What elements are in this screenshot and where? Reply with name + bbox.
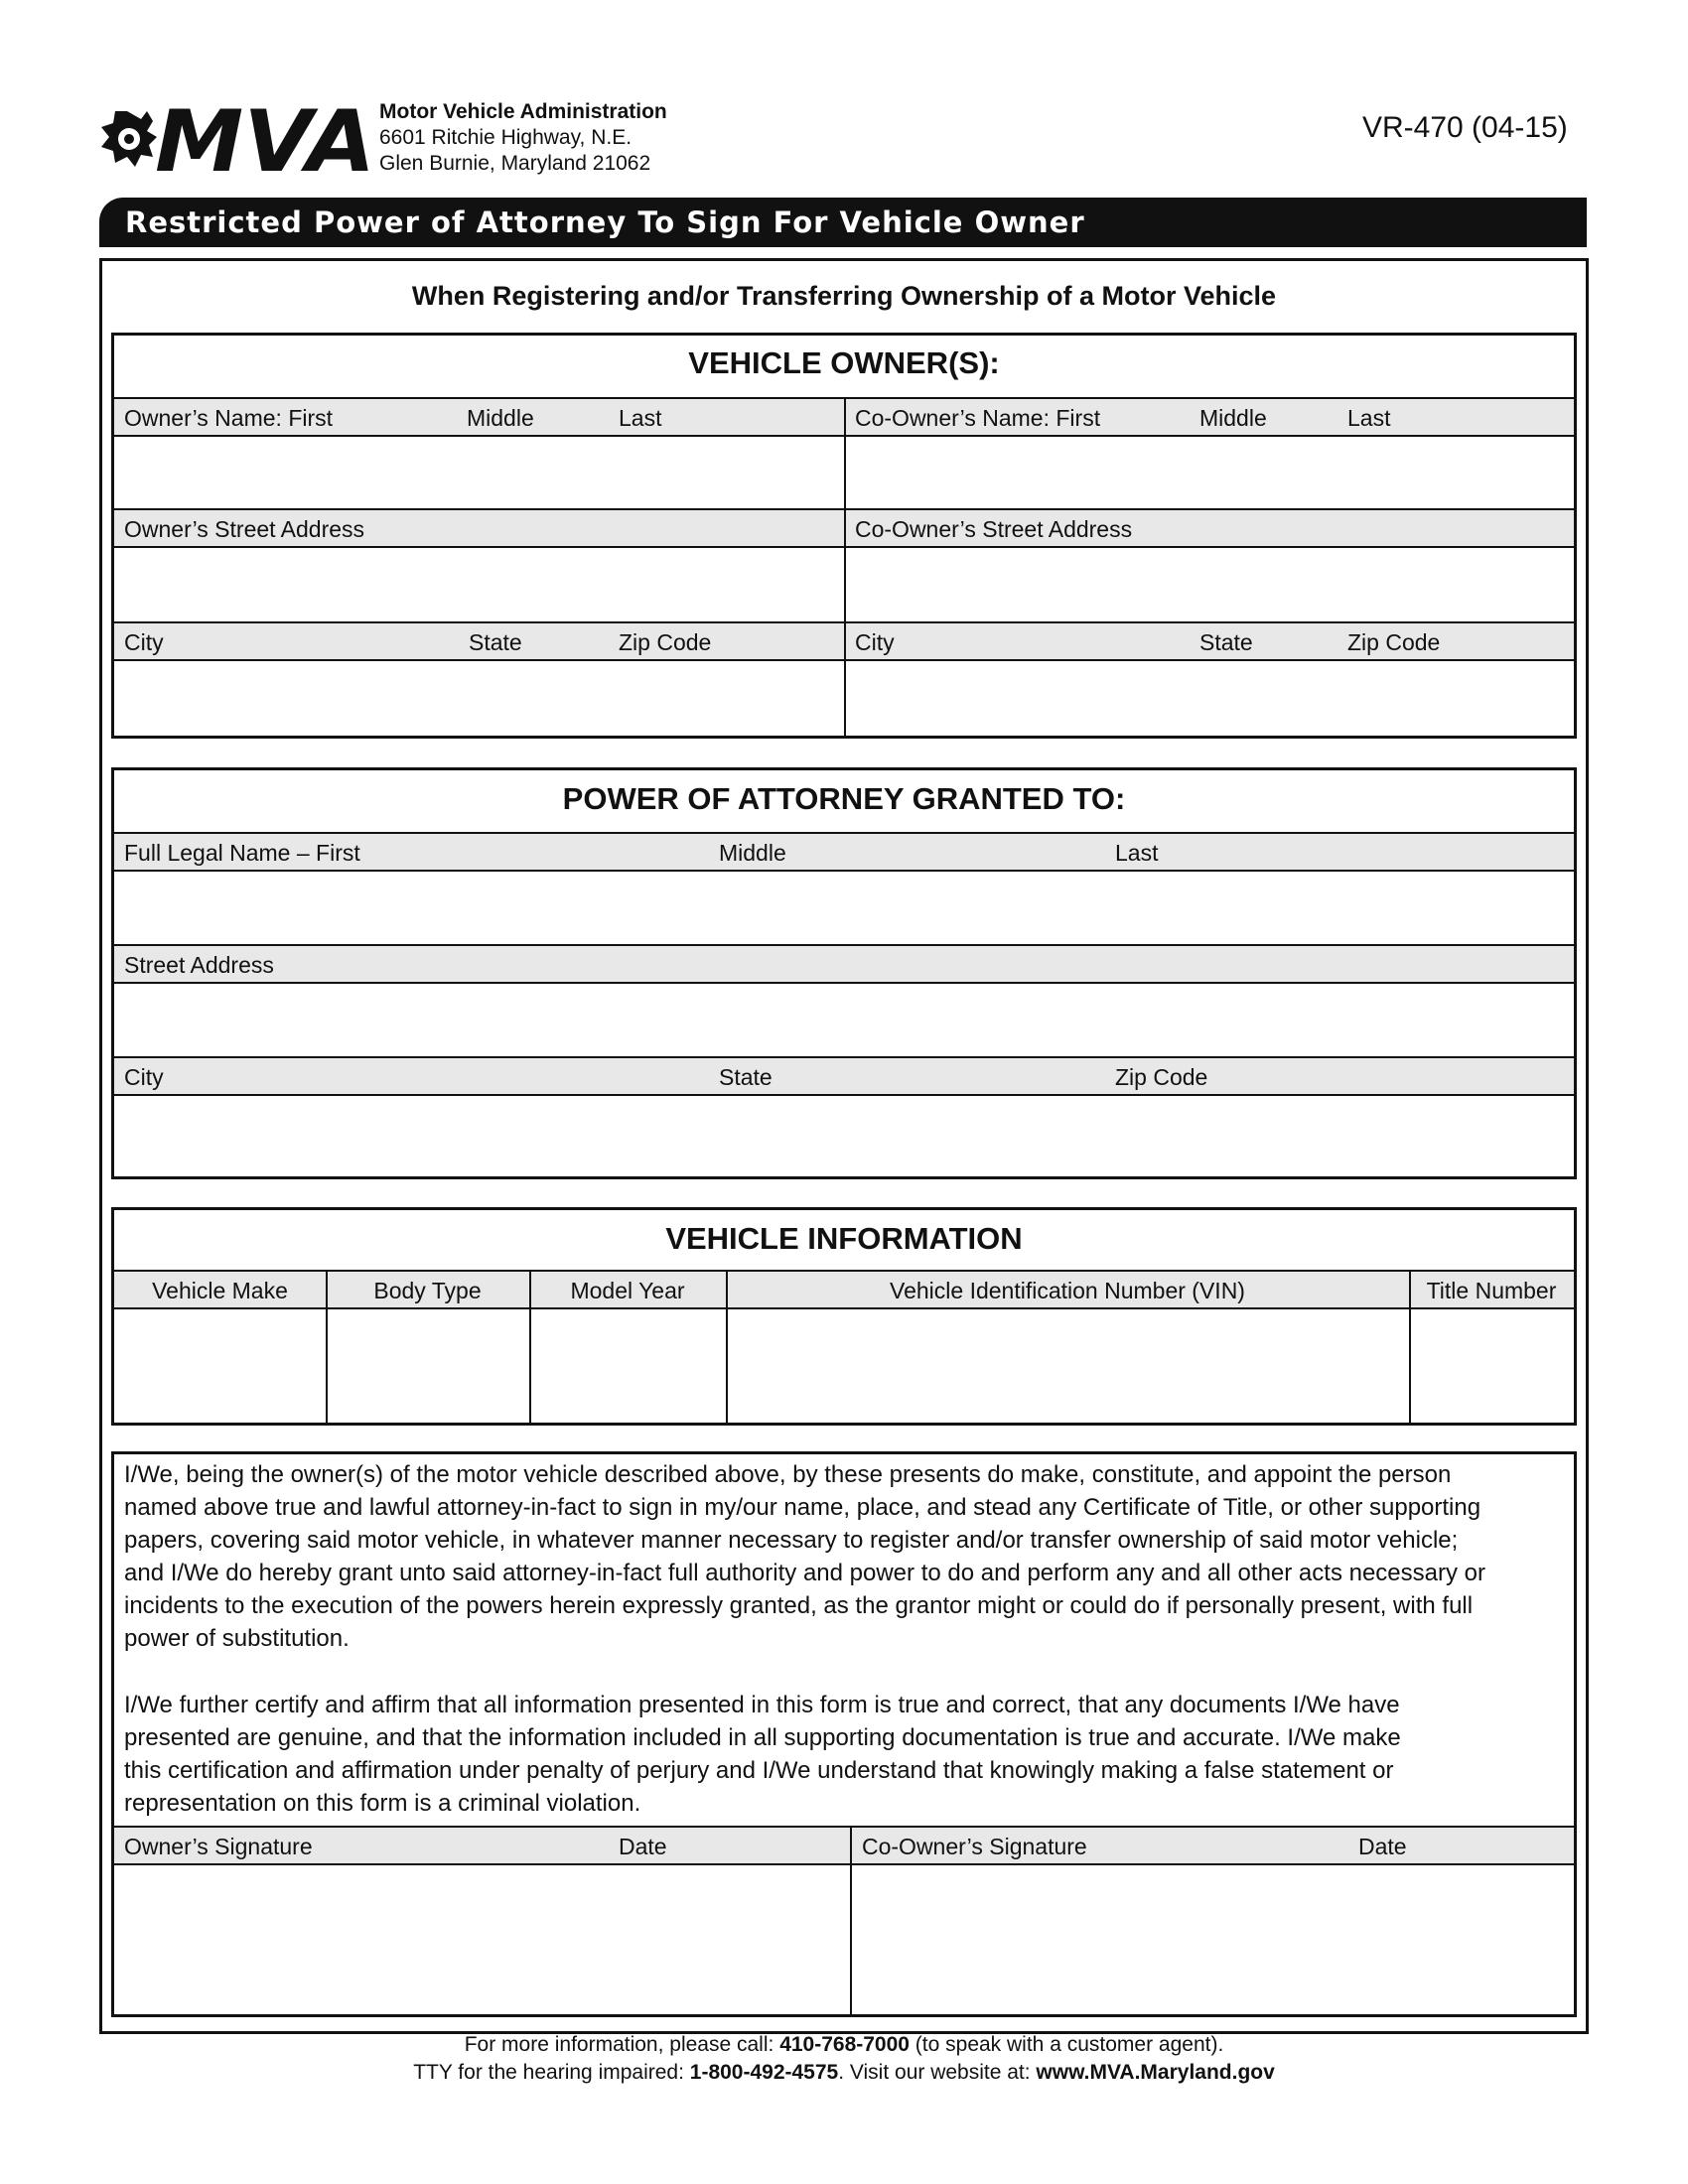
owner-date-label: Date: [619, 1834, 667, 1859]
footer-tty-text: TTY for the hearing impaired:: [413, 2061, 690, 2084]
title-number-label: Title Number: [1426, 1278, 1557, 1303]
poa-section: [111, 767, 1577, 1179]
poa-name-first-label: Full Legal Name – First: [124, 840, 360, 866]
certification-line: this certification and affirmation under penalty of perjury and I/We understand that knowingly making a false statement or: [124, 1757, 1394, 1784]
agency-name: Motor Vehicle Administration: [379, 100, 667, 123]
vin-field[interactable]: [728, 1309, 1409, 1423]
owner-signature-field[interactable]: [114, 1865, 850, 2014]
owner-city-field[interactable]: [114, 661, 844, 736]
poa-city-field[interactable]: [114, 1096, 1574, 1176]
owner-signature-label: Owner’s Signature: [124, 1834, 313, 1859]
vehicle-info-section: [111, 1207, 1577, 1426]
certification-line: representation on this form is a criminal violation.: [124, 1790, 641, 1817]
vehicle-columns-row: [114, 1270, 1574, 1309]
coowner-city-field[interactable]: [846, 661, 1574, 736]
certification-line: and I/We do hereby grant unto said attorney-in-fact full authority and power to do and perform any and all other acts necessary or: [124, 1560, 1485, 1586]
poa-heading: POWER OF ATTORNEY GRANTED TO:: [562, 781, 1126, 816]
form-title: Restricted Power of Attorney To Sign For Vehicle Owner: [125, 205, 1085, 239]
mva-emblem-icon: [101, 111, 157, 167]
model-year-field[interactable]: [531, 1309, 726, 1423]
certification-line: I/We, being the owner(s) of the motor vehicle described above, by these presents do make, constitute, and appoint the person: [124, 1461, 1452, 1488]
poa-name-field[interactable]: [114, 872, 1574, 943]
mva-logo: [97, 97, 377, 179]
poa-city-label: City: [124, 1064, 164, 1090]
certification-section: [111, 1451, 1577, 2017]
owner-city-label: City: [124, 629, 164, 655]
agency-address: [379, 99, 667, 177]
owner-street-label: Owner’s Street Address: [124, 516, 365, 542]
footer-agent-text: (to speak with a customer agent).: [909, 2033, 1224, 2056]
poa-street-label-row: [114, 944, 1574, 984]
vehicle-info-heading: VEHICLE INFORMATION: [665, 1221, 1023, 1256]
vehicle-owners-section: [111, 333, 1577, 739]
body-type-label: Body Type: [373, 1278, 482, 1303]
owner-name-field[interactable]: [114, 437, 844, 508]
poa-city-label-row: [114, 1056, 1574, 1096]
certification-line: papers, covering said motor vehicle, in whatever manner necessary to register and/or transfer ownership of said motor vehicle;: [124, 1527, 1459, 1554]
agency-address-line1: 6601 Ritchie Highway, N.E.: [379, 126, 633, 149]
poa-name-label-row: [114, 832, 1574, 872]
footer: [99, 2031, 1589, 2087]
vehicle-col-divider: [529, 1270, 531, 1423]
owner-name-last-label: Last: [619, 405, 662, 431]
certification-line: I/We further certify and affirm that all information presented in this form is true and correct, that any documents I/We have: [124, 1692, 1400, 1718]
vehicle-col-divider: [726, 1270, 728, 1423]
coowner-signature-label: Co-Owner’s Signature: [862, 1834, 1087, 1859]
coowner-state-label: State: [1199, 629, 1253, 655]
certification-paragraph-1: [124, 1458, 1570, 1655]
coowner-name-field[interactable]: [846, 437, 1574, 508]
coowner-zip-label: Zip Code: [1347, 629, 1441, 655]
vehicle-owners-heading: VEHICLE OWNER(S):: [688, 345, 1000, 380]
vin-label: Vehicle Identification Number (VIN): [890, 1278, 1245, 1303]
body-type-field[interactable]: [328, 1309, 529, 1423]
poa-state-label: State: [719, 1064, 773, 1090]
footer-website-text: . Visit our website at:: [838, 2061, 1037, 2084]
coowner-date-label: Date: [1358, 1834, 1407, 1859]
certification-line: named above true and lawful attorney-in-fact to sign in my/our name, place, and stead any Certificate of Title, or other supporting: [124, 1494, 1481, 1521]
owners-column-divider: [844, 397, 846, 736]
owner-name-first-label: Owner’s Name: First: [124, 405, 334, 431]
vehicle-col-divider: [1409, 1270, 1411, 1423]
signature-label-row: [114, 1826, 1574, 1865]
poa-name-middle-label: Middle: [719, 840, 786, 866]
poa-street-field[interactable]: [114, 984, 1574, 1055]
certification-line: power of substitution.: [124, 1625, 350, 1652]
agency-address-line2: Glen Burnie, Maryland 21062: [379, 152, 651, 175]
model-year-label: Model Year: [570, 1278, 685, 1303]
owner-state-label: State: [469, 629, 522, 655]
form-number: VR-470 (04-15): [1362, 111, 1568, 144]
form-subtitle: When Registering and/or Transferring Ownership of a Motor Vehicle: [411, 281, 1277, 311]
certification-line: incidents to the execution of the powers herein expressly granted, as the grantor might or could do if personally present, with full: [124, 1592, 1474, 1619]
owner-name-middle-label: Middle: [467, 405, 534, 431]
mva-logo-text: MVA: [155, 97, 375, 179]
tty-phone: 1-800-492-4575: [689, 2061, 839, 2084]
coowner-city-label: City: [855, 629, 895, 655]
vehicle-make-label: Vehicle Make: [152, 1278, 288, 1303]
poa-street-label: Street Address: [124, 952, 274, 978]
poa-name-last-label: Last: [1115, 840, 1159, 866]
website-link[interactable]: www.MVA.Maryland.gov: [1036, 2061, 1275, 2084]
coowner-street-label: Co-Owner’s Street Address: [855, 516, 1133, 542]
title-bar: [99, 198, 1587, 247]
owner-zip-label: Zip Code: [619, 629, 712, 655]
coowner-street-field[interactable]: [846, 548, 1574, 619]
signature-divider: [850, 1826, 852, 2014]
coowner-name-first-label: Co-Owner’s Name: First: [855, 405, 1101, 431]
coowner-name-middle-label: Middle: [1199, 405, 1267, 431]
poa-zip-label: Zip Code: [1115, 1064, 1208, 1090]
footer-line-2: [99, 2059, 1589, 2087]
coowner-signature-field[interactable]: [852, 1865, 1574, 2014]
owner-street-field[interactable]: [114, 548, 844, 619]
coowner-name-last-label: Last: [1347, 405, 1391, 431]
certification-line: presented are genuine, and that the information included in all supporting documentation is true and accurate. I/We make: [124, 1724, 1401, 1751]
title-number-field[interactable]: [1411, 1309, 1574, 1423]
certification-paragraph-2: [124, 1689, 1570, 1820]
vehicle-col-divider: [326, 1270, 328, 1423]
footer-call-text: For more information, please call:: [464, 2033, 780, 2056]
footer-line-1: [99, 2031, 1589, 2059]
vehicle-make-field[interactable]: [114, 1309, 326, 1423]
customer-phone: 410-768-7000: [779, 2033, 910, 2056]
